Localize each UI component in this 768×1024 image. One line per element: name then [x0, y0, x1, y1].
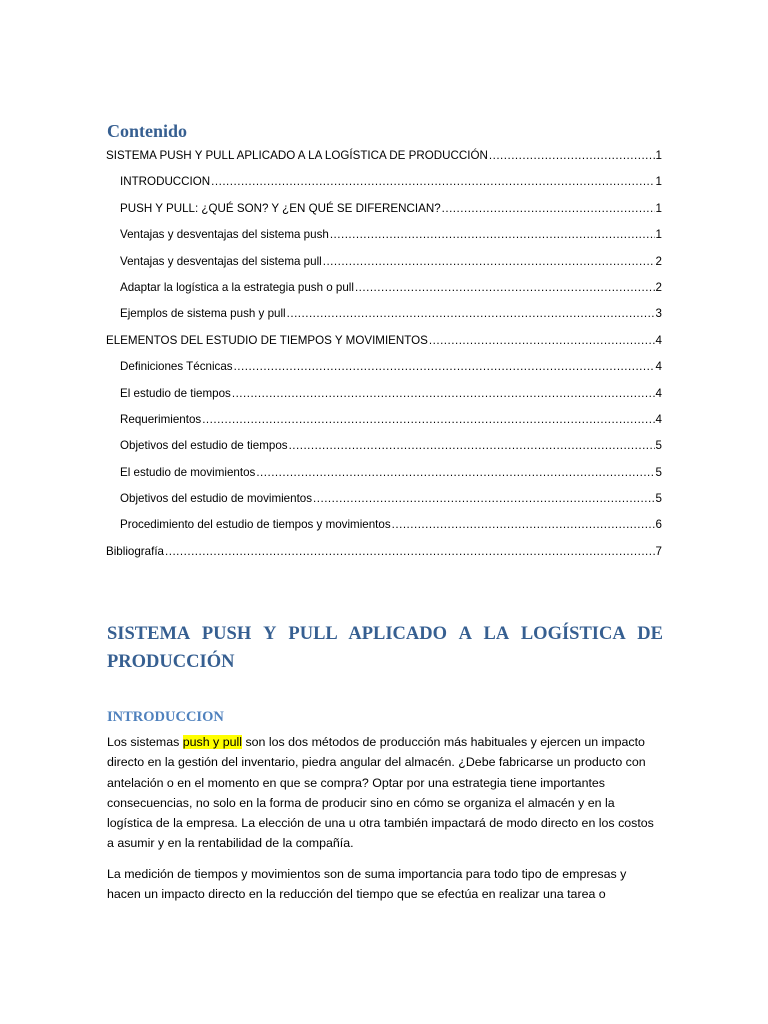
toc-entry-page: 4 — [655, 386, 662, 400]
toc-leader-dots — [392, 515, 655, 535]
toc-leader-dots — [323, 252, 655, 272]
toc-entry-text: Objetivos del estudio de tiempos — [120, 439, 288, 453]
toc-entry-text: Ventajas y desventajas del sistema pull — [120, 254, 322, 268]
toc-entry-page: 3 — [655, 307, 662, 321]
toc-entry[interactable] — [106, 252, 662, 278]
toc-entry-page: 2 — [655, 280, 662, 294]
toc-leader-dots — [442, 199, 655, 219]
toc-entry-page: 5 — [655, 492, 662, 506]
toc-leader-dots — [289, 436, 655, 456]
highlighted-text: push y pull — [182, 735, 242, 749]
toc-leader-dots — [330, 225, 655, 245]
toc-leader-dots — [211, 172, 654, 192]
toc-leader-dots — [313, 489, 655, 509]
toc-entry-text: Requerimientos — [120, 412, 202, 426]
toc-entry-text: PUSH Y PULL: ¿QUÉ SON? Y ¿EN QUÉ SE DIFERENCIAN? — [120, 201, 441, 215]
toc-entry-page: 1 — [655, 175, 662, 189]
toc-entry-text: INTRODUCCION — [120, 175, 211, 189]
toc-entry[interactable] — [106, 304, 662, 330]
second-paragraph: La medición de tiempos y movimientos son de suma importancia para todo tipo de empresas y hacen un impacto directo en la reducción del tiempo que se efectúa en realizar una tarea o — [107, 867, 627, 902]
intro-paragraph — [107, 732, 663, 854]
toc-entry-page: 2 — [655, 254, 662, 268]
toc-entry[interactable] — [106, 410, 662, 436]
toc-entry[interactable] — [106, 515, 662, 541]
toc-leader-dots — [256, 463, 654, 483]
toc-entry-text: Procedimiento del estudio de tiempos y movimientos — [120, 518, 391, 532]
toc-leader-dots — [287, 304, 655, 324]
toc-entry-page: 7 — [655, 544, 662, 558]
toc-entry-page: 1 — [655, 149, 662, 162]
toc-entry-text: El estudio de movimientos — [120, 465, 256, 479]
toc-leader-dots — [489, 146, 655, 166]
table-of-contents — [106, 146, 662, 568]
toc-entry-text: Ejemplos de sistema push y pull — [120, 307, 286, 321]
toc-entry-page: 6 — [655, 518, 662, 532]
toc-entry[interactable] — [106, 357, 662, 383]
toc-entry[interactable] — [106, 331, 662, 357]
toc-leader-dots — [202, 410, 654, 430]
toc-leader-dots — [232, 384, 655, 404]
toc-entry[interactable] — [106, 542, 662, 568]
toc-entry-text: El estudio de tiempos — [120, 386, 231, 400]
toc-leader-dots — [165, 542, 655, 562]
toc-entry[interactable] — [106, 172, 662, 198]
toc-leader-dots — [234, 357, 655, 377]
toc-entry-text: Objetivos del estudio de movimientos — [120, 492, 313, 506]
toc-entry-text: Adaptar la logística a la estrategia push o pull — [120, 280, 354, 294]
toc-entry[interactable] — [106, 463, 662, 489]
toc-heading: Contenido — [107, 121, 188, 141]
intro-text-rest: son los dos métodos de producción más habituales y ejercen un impacto directo en la gestión del inventario, piedra angular del almacén. ¿Debe fabricarse un producto con antelación o en el momento en que se compra? Optar por una estrategia tiene importantes consecuencias, no solo en la forma de producir sino en cómo se organiza el almacén y en la logística de la empresa. La elección de una u otra también impactará de modo directo en los costos a asumir y en la rentabilidad de la compañía. — [107, 735, 654, 851]
section-subtitle: INTRODUCCION — [107, 709, 224, 725]
toc-entry-text: Bibliografía — [106, 544, 165, 558]
toc-entry-text: Definiciones Técnicas — [120, 360, 233, 374]
toc-entry-page: 4 — [655, 333, 662, 347]
section-title: SISTEMA PUSH Y PULL APLICADO A LA LOGÍSTICA DE PRODUCCIÓN — [107, 624, 663, 672]
toc-entry-page: 1 — [655, 201, 662, 215]
toc-leader-dots — [429, 331, 655, 351]
toc-entry-text: Ventajas y desventajas del sistema push — [120, 228, 329, 242]
toc-entry-page: 5 — [655, 465, 662, 479]
toc-entry-page: 5 — [655, 439, 662, 453]
toc-entry[interactable] — [106, 199, 662, 225]
toc-entry[interactable] — [106, 146, 662, 172]
toc-entry-text: ELEMENTOS DEL ESTUDIO DE TIEMPOS Y MOVIMIENTOS — [106, 333, 428, 347]
toc-entry[interactable] — [106, 225, 662, 251]
toc-entry[interactable] — [106, 436, 662, 462]
toc-entry[interactable] — [106, 384, 662, 410]
toc-entry-page: 4 — [655, 412, 662, 426]
toc-entry-text: SISTEMA PUSH Y PULL APLICADO A LA LOGÍSTICA DE PRODUCCIÓN — [106, 149, 488, 162]
toc-entry-page: 1 — [655, 228, 662, 242]
toc-leader-dots — [355, 278, 655, 298]
toc-entry-page: 4 — [655, 360, 662, 374]
intro-text-start: Los sistemas — [107, 735, 183, 749]
toc-entry[interactable] — [106, 278, 662, 304]
toc-entry[interactable] — [106, 489, 662, 515]
